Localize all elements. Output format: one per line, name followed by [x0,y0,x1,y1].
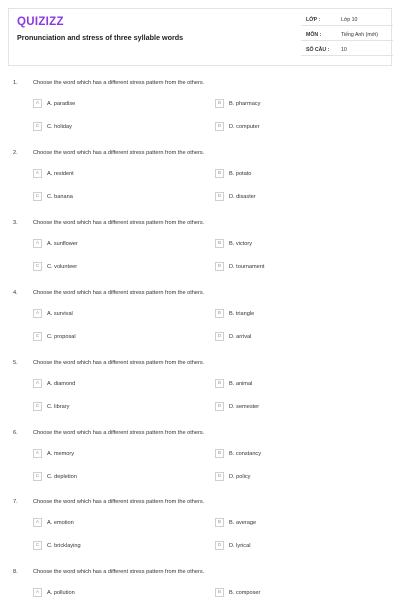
worksheet-header [8,8,392,66]
option-letter-box: A [33,518,42,527]
option-text: C. banana [47,193,73,200]
question-number: 2. [13,150,18,156]
option-letter-box: D [215,122,224,131]
option-letter-box: C [33,541,42,550]
question-4 [0,290,400,350]
question-8 [0,569,400,600]
option-letter-box: C [33,472,42,481]
option-text: C. proposal [47,333,76,340]
option-text: B. constancy [229,450,262,457]
meta-count-label: SỐ CÂU : [306,47,330,53]
option-text: D. lyrical [229,542,251,549]
option-text: B. pharmacy [229,100,261,107]
meta-subject-label: MÔN : [306,32,322,38]
quizizz-logo: QUIZIZZ [17,16,64,28]
meta-count-value: 10 [341,47,347,53]
option-letter-box: A [33,449,42,458]
option-letter-box: C [33,192,42,201]
option-letter-box: D [215,332,224,341]
option-letter-box: C [33,262,42,271]
divider [301,25,393,26]
question-text: Choose the word which has a different stress pattern from the others. [33,430,205,436]
worksheet-title: Pronunciation and stress of three syllable words [17,33,184,42]
option-text: A. sunflower [47,240,78,247]
question-number: 1. [13,80,18,86]
option-text: D. arrival [229,333,252,340]
option-text: C. bricklaying [47,542,81,549]
question-text: Choose the word which has a different stress pattern from the others. [33,220,205,226]
question-number: 6. [13,430,18,436]
option-text: D. semester [229,403,260,410]
option-text: C. depletion [47,473,77,480]
option-letter-box: A [33,169,42,178]
option-letter-box: C [33,122,42,131]
option-letter-box: A [33,588,42,597]
question-text: Choose the word which has a different stress pattern from the others. [33,499,205,505]
option-text: B. triangle [229,310,255,317]
option-text: C. holiday [47,123,72,130]
option-text: A. diamond [47,380,76,387]
option-text: C. library [47,403,70,410]
question-number: 7. [13,499,18,505]
divider [301,40,393,41]
meta-class-value: Lớp 10 [341,17,358,23]
option-text: D. computer [229,123,260,130]
option-text: A. resident [47,170,74,177]
option-letter-box: D [215,541,224,550]
option-letter-box: B [215,379,224,388]
option-letter-box: A [33,239,42,248]
option-letter-box: D [215,262,224,271]
question-text: Choose the word which has a different stress pattern from the others. [33,290,205,296]
option-letter-box: B [215,449,224,458]
question-number: 4. [13,290,18,296]
question-text: Choose the word which has a different stress pattern from the others. [33,569,205,575]
option-text: B. composer [229,589,261,596]
option-text: D. tournament [229,263,265,270]
option-letter-box: B [215,309,224,318]
question-2 [0,150,400,210]
divider [301,55,393,56]
question-7 [0,499,400,559]
question-3 [0,220,400,280]
option-letter-box: B [215,518,224,527]
option-letter-box: A [33,309,42,318]
question-6 [0,430,400,490]
option-text: A. memory [47,450,75,457]
option-text: D. policy [229,473,251,480]
option-letter-box: C [33,402,42,411]
option-letter-box: A [33,379,42,388]
question-text: Choose the word which has a different stress pattern from the others. [33,150,205,156]
option-letter-box: D [215,472,224,481]
option-letter-box: A [33,99,42,108]
question-1 [0,80,400,140]
question-text: Choose the word which has a different stress pattern from the others. [33,360,205,366]
option-letter-box: D [215,192,224,201]
option-letter-box: B [215,239,224,248]
option-text: B. average [229,519,257,526]
question-number: 3. [13,220,18,226]
meta-class-label: LỚP : [306,17,321,23]
question-number: 8. [13,569,18,575]
option-text: B. victory [229,240,253,247]
meta-subject-value: Tiếng Anh (mới) [341,32,378,38]
option-letter-box: C [33,332,42,341]
option-text: B. potato [229,170,252,177]
option-letter-box: D [215,402,224,411]
option-letter-box: B [215,588,224,597]
question-5 [0,360,400,420]
option-text: A. pollution [47,589,75,596]
question-text: Choose the word which has a different stress pattern from the others. [33,80,205,86]
option-text: D. disaster [229,193,256,200]
option-text: C. volunteer [47,263,78,270]
question-number: 5. [13,360,18,366]
option-text: A. survival [47,310,73,317]
option-text: B. animal [229,380,253,387]
option-text: A. paradise [47,100,76,107]
option-letter-box: B [215,99,224,108]
option-text: A. emotion [47,519,74,526]
option-letter-box: B [215,169,224,178]
